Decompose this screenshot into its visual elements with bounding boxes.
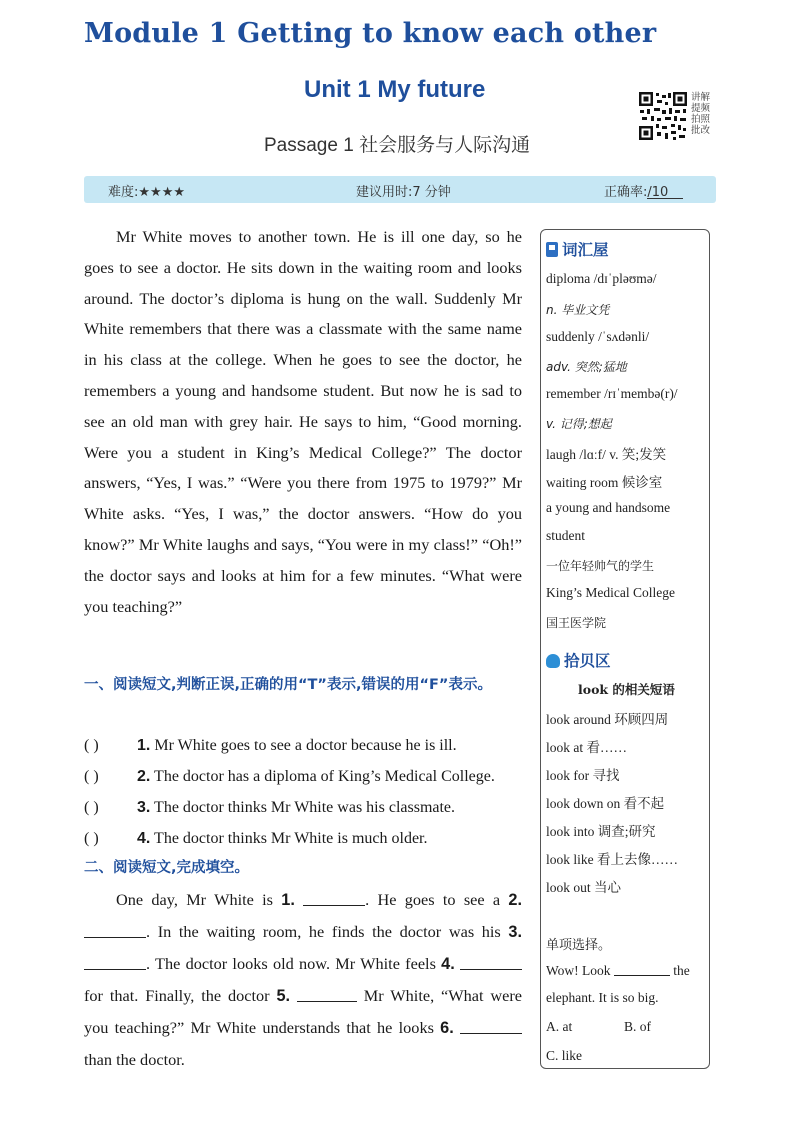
vocab-heading: 词汇屋 <box>546 238 609 260</box>
blank-2[interactable] <box>84 923 146 938</box>
phrase-line: look into 调查;研究 <box>546 824 656 839</box>
vocab-line: n. 毕业文凭 <box>546 303 610 317</box>
accuracy-blank[interactable] <box>647 186 683 199</box>
vocab-line: adv. 突然;猛地 <box>546 360 627 374</box>
quiz-blank[interactable] <box>614 962 670 976</box>
vocab-line: remember /rɪˈmembə(r)/ <box>546 386 678 401</box>
passage-title: Passage 1 社会服务与人际沟通 <box>264 135 531 156</box>
quiz-question-line1: Wow! Look the <box>546 963 690 978</box>
unit-title: Unit 1 My future <box>304 76 486 103</box>
book-icon <box>546 242 558 257</box>
blank-4[interactable] <box>460 955 522 970</box>
vocab-line: a young and handsome <box>546 500 671 515</box>
phrase-line: look like 看上去像…… <box>546 852 678 867</box>
tf-question-3: ( ) 3. The doctor thinks Mr White was his classmate. <box>84 799 456 816</box>
qr-caption: 讲解提频拍照批改 <box>691 92 711 136</box>
difficulty-label: 难度:★★★★ <box>108 185 185 200</box>
blank-3[interactable] <box>84 955 146 970</box>
qr-code-icon[interactable] <box>638 91 688 141</box>
suggested-time-label: 建议用时:7 分钟 <box>356 185 451 200</box>
section2-heading: 二、阅读短文,完成填空。 <box>84 860 250 876</box>
answer-parentheses[interactable]: ( ) <box>84 799 99 816</box>
tf-question-4: ( ) 4. The doctor thinks Mr White is much older. <box>84 830 428 847</box>
blank-5[interactable] <box>297 987 357 1002</box>
vocab-line: diploma /dɪˈpləʊmə/ <box>546 271 657 286</box>
module-title: Module 1 Getting to know each other <box>84 18 657 49</box>
blank-1[interactable] <box>303 891 365 906</box>
passage-paragraph: Mr White moves to another town. He is ill one day, so he goes to see a doctor. He sits down in the waiting room and looks around. The doctor’s diploma is hung on the wall. Suddenly Mr White remembers that there was a classmate with the same name in his class at the college. When he goes to see the doctor, he remembers a young and handsome student. But now he is sad to see an old man with grey hair. He says to him, “Good morning. Were you a student in King’s Medical College?” The doctor answers, “Yes, I was.” “Were you there from 1975 to 1979?” Mr White asks. “Yes, I was,” the doctor answers. “How do you know?” Mr White laughs and says, “You were in my class!” “Oh!” the doctor says and looks at him for a few minutes. “What were you teaching?” <box>84 227 522 616</box>
vocab-line: 国王医学院 <box>546 616 607 630</box>
blank-6[interactable] <box>460 1019 522 1034</box>
shell-heading: 拾贝区 <box>546 649 611 671</box>
vocab-line: 一位年轻帅气的学生 <box>546 559 655 573</box>
vocab-line: suddenly /ˈsʌdənli/ <box>546 329 650 344</box>
quiz-option-c[interactable]: C. like <box>546 1048 582 1063</box>
vocab-line: King’s Medical College <box>546 585 675 600</box>
phrase-line: look out 当心 <box>546 880 622 895</box>
quiz-question-line2: elephant. It is so big. <box>546 990 659 1005</box>
info-bar <box>84 176 716 203</box>
quiz-option-a[interactable]: A. at <box>546 1019 573 1034</box>
section1-heading: 一、阅读短文,判断正误,正确的用“T”表示,错误的用“F”表示。 <box>84 677 492 693</box>
quiz-title: 单项选择。 <box>546 938 612 953</box>
reading-passage <box>84 222 522 622</box>
phrase-line: look down on 看不起 <box>546 796 665 811</box>
phrase-line: look at 看…… <box>546 740 627 755</box>
vocab-line: waiting room 候诊室 <box>546 475 663 490</box>
vocab-line: laugh /lɑːf/ v. 笑;发笑 <box>546 447 667 462</box>
phrase-line: look for 寻找 <box>546 768 620 783</box>
answer-parentheses[interactable]: ( ) <box>84 830 99 847</box>
quiz-option-b[interactable]: B. of <box>624 1019 651 1034</box>
shell-icon <box>546 654 560 668</box>
fill-in-passage: One day, Mr White is 1. . He goes to see a 2. . In the waiting room, he finds the doctor was his 3. . The doctor looks old now. Mr White feels 4. for that. Finally, the doctor 5. Mr White, “What were you teaching?” Mr White understands that he looks 6. than the doctor. <box>84 890 522 1069</box>
accuracy-label: 正确率: /10 <box>604 181 668 200</box>
tf-question-1: ( ) 1. Mr White goes to see a doctor because he is ill. <box>84 737 457 754</box>
answer-parentheses[interactable]: ( ) <box>84 737 99 754</box>
answer-parentheses[interactable]: ( ) <box>84 768 99 785</box>
phrase-title: look 的相关短语 <box>578 682 675 697</box>
vocab-line: v. 记得;想起 <box>546 417 612 431</box>
vocab-line: student <box>546 528 585 543</box>
phrase-line: look around 环顾四周 <box>546 712 669 727</box>
tf-question-2: ( ) 2. The doctor has a diploma of King’s Medical College. <box>84 768 495 785</box>
